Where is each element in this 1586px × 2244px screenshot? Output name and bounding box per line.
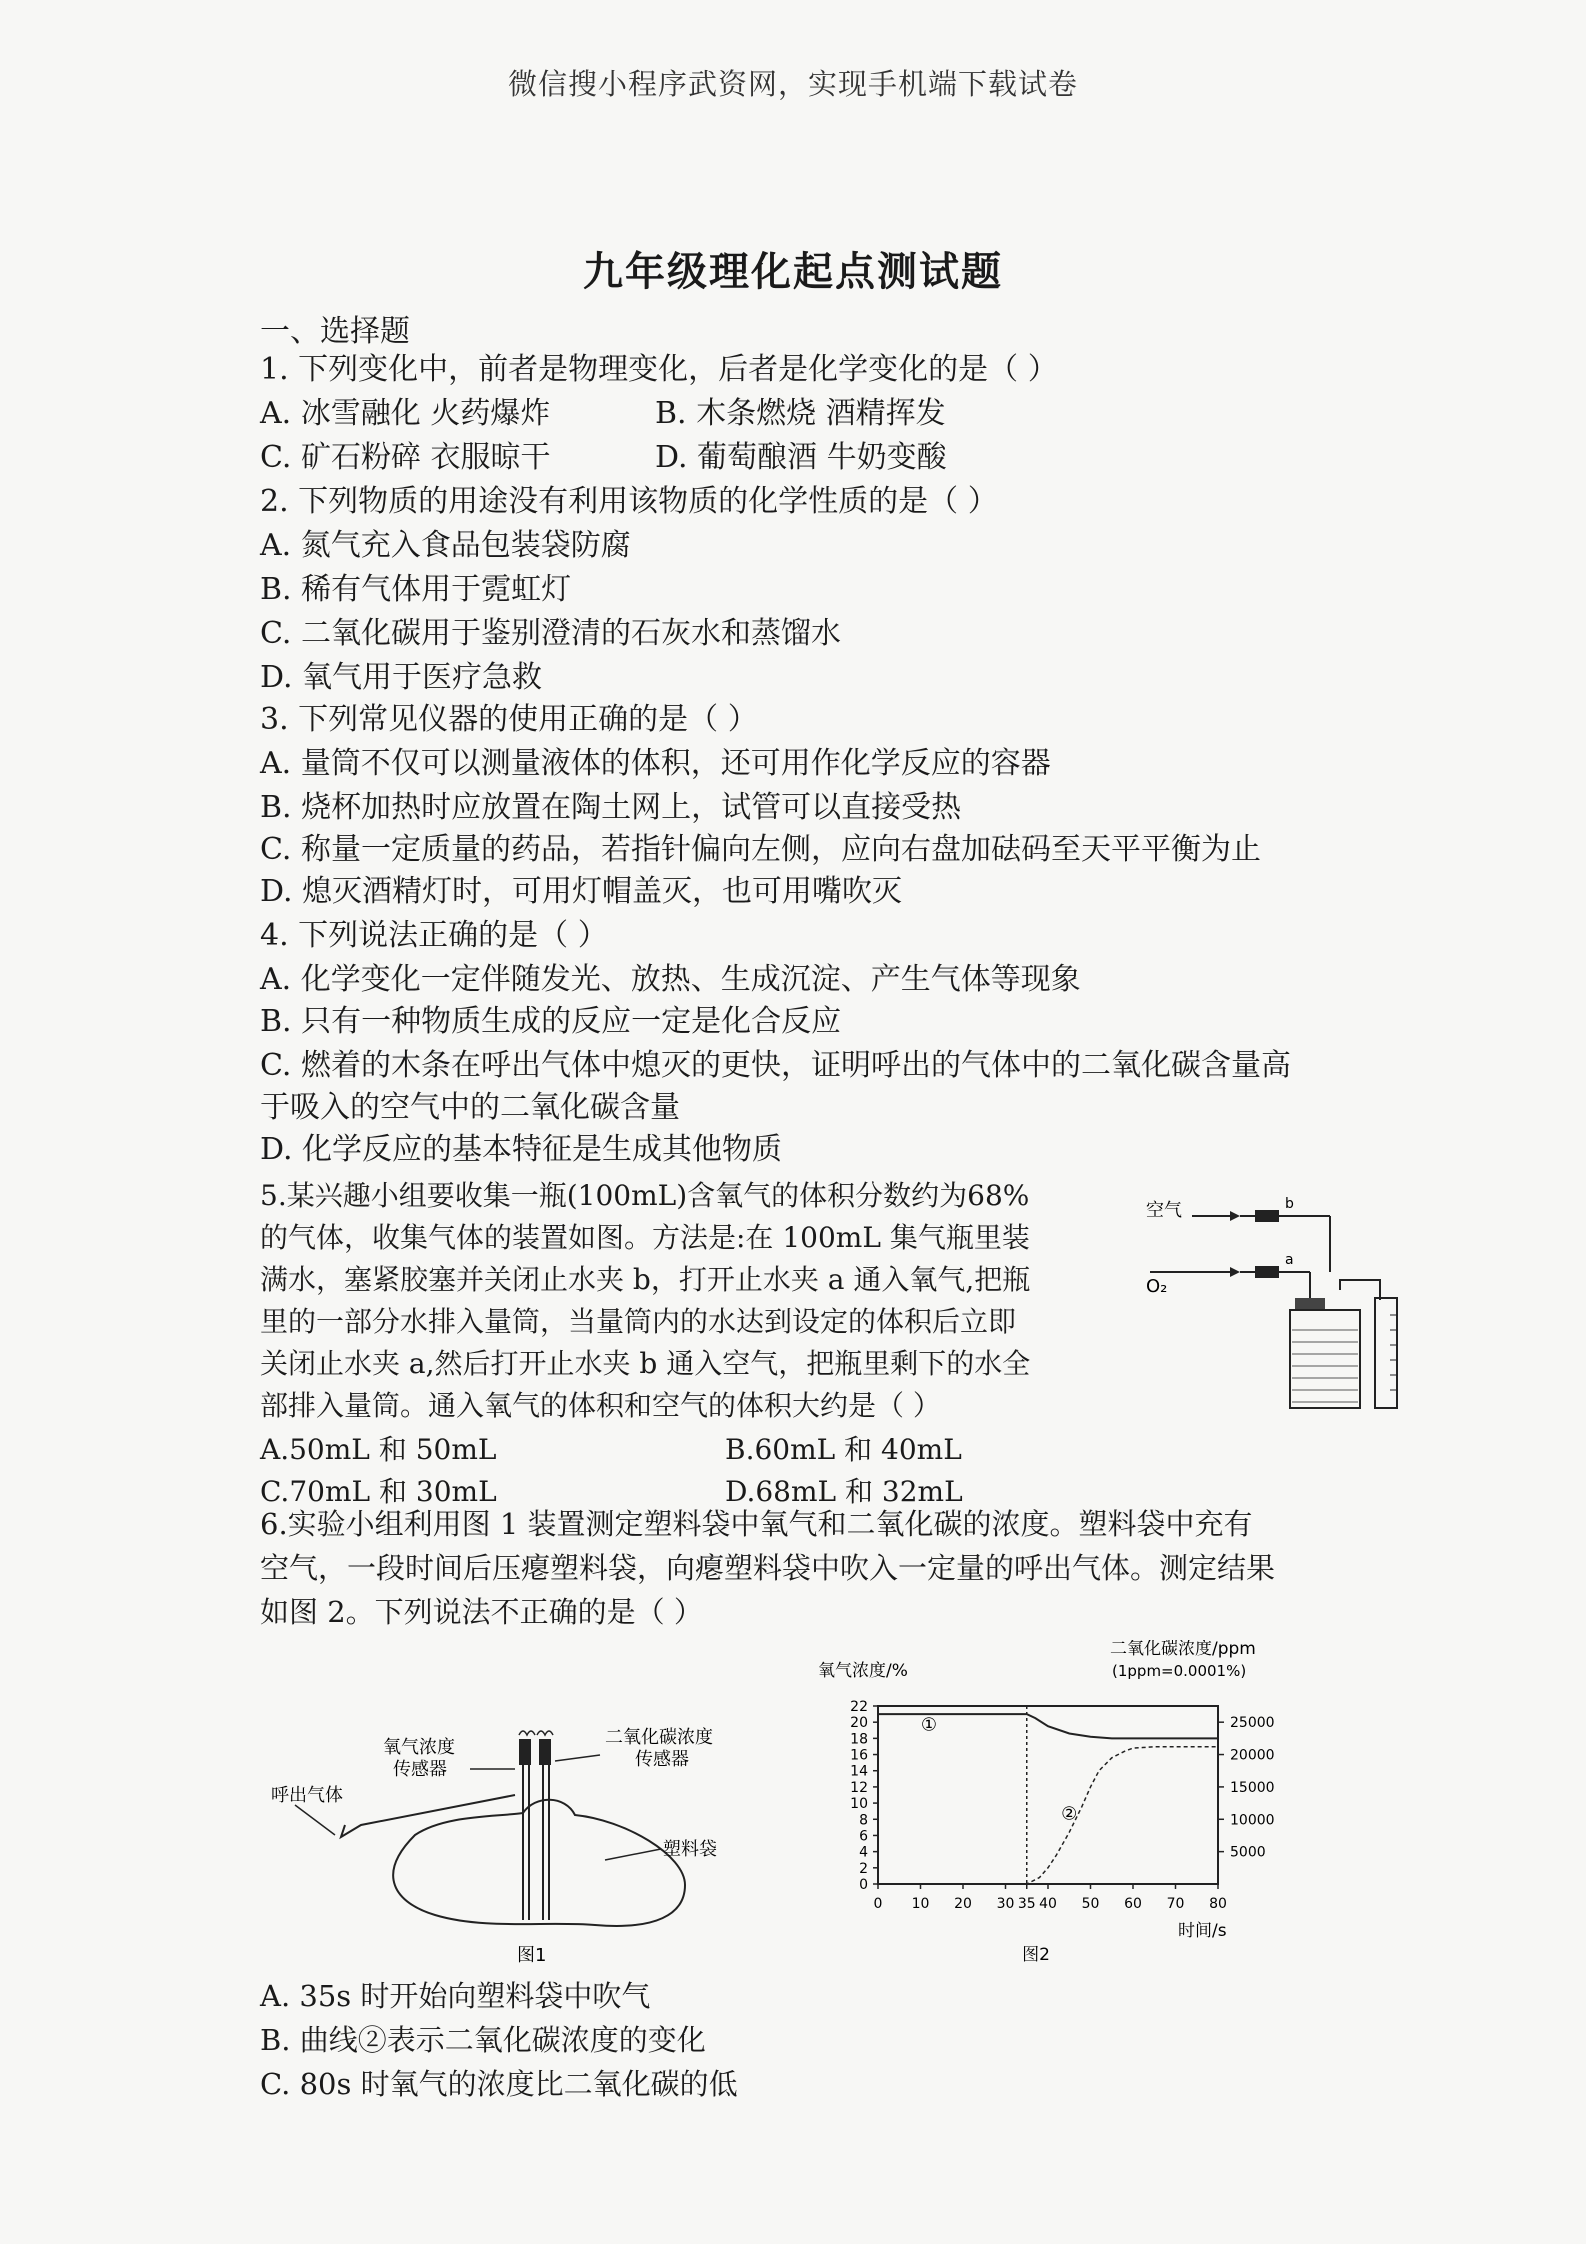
q2-stem: 2. 下列物质的用途没有利用该物质的化学性质的是（ ）: [260, 484, 998, 519]
x-axis-tick-label: 20: [954, 1896, 972, 1912]
left-axis-tick-label: 14: [850, 1763, 868, 1780]
right-axis-tick-label: 25000: [1230, 1715, 1275, 1732]
left-axis-tick-label: 6: [859, 1828, 868, 1845]
left-axis-tick-label: 0: [859, 1877, 868, 1893]
chart-x-axis-label: 时间/s: [1178, 1921, 1227, 1941]
figure-1-caption: 图1: [517, 1945, 547, 1965]
clamp-a-icon: [1255, 1266, 1279, 1278]
sensor-probes-icon: [519, 1731, 553, 1920]
q5-stem-line: 关闭止水夹 a,然后打开止水夹 b 通入空气，把瓶里剩下的水全: [260, 1347, 1031, 1380]
right-axis-tick-label: 20000: [1230, 1747, 1275, 1764]
q5-stem-line: 部排入量筒。通入氧气的体积和空气的体积大约是（ ）: [260, 1389, 941, 1422]
x-axis-tick-label: 30: [996, 1896, 1015, 1912]
q5-stem-line: 的气体，收集气体的装置如图。方法是:在 100mL 集气瓶里装: [260, 1221, 1030, 1254]
q6-option-a: A. 35s 时开始向塑料袋中吹气: [260, 1979, 651, 2013]
x-axis-tick-label: 35: [1017, 1896, 1036, 1912]
q4-option-c-line1: C. 燃着的木条在呼出气体中熄灭的更快，证明呼出的气体中的二氧化碳含量高: [260, 1048, 1291, 1083]
q5-stem-line: 5.某兴趣小组要收集一瓶(100mL)含氧气的体积分数约为68%: [260, 1179, 1030, 1212]
q4-option-c-line2: 于吸入的空气中的二氧化碳含量: [260, 1090, 680, 1125]
o2-sensor-label: 氧气浓度: [383, 1737, 455, 1758]
q5-option-a: A.50mL 和 50mL: [260, 1433, 497, 1466]
q4-option-a: A. 化学变化一定伴随发光、放热、生成沉淀、产生气体等现象: [260, 962, 1081, 997]
o2-label: O₂: [1146, 1276, 1168, 1297]
q3-option-b: B. 烧杯加热时应放置在陶土网上，试管可以直接受热: [260, 790, 962, 825]
q1-option-c: C. 矿石粉碎 衣服晾干: [260, 440, 551, 475]
q5-option-d: D.68mL 和 32mL: [725, 1475, 963, 1508]
q6-stem-line: 空气，一段时间后压瘪塑料袋，向瘪塑料袋中吹入一定量的呼出气体。测定结果: [260, 1551, 1276, 1585]
breath-label: 呼出气体: [271, 1785, 343, 1806]
figure-2-caption: 图2: [1022, 1945, 1050, 1965]
plastic-bag-icon: [393, 1800, 685, 1926]
q1-option-d: D. 葡萄酿酒 牛奶变酸: [655, 440, 947, 475]
q3-option-d: D. 熄灭酒精灯时，可用灯帽盖灭，也可用嘴吹灭: [260, 874, 903, 909]
q1-stem: 1. 下列变化中，前者是物理变化，后者是化学变化的是（ ）: [260, 352, 1058, 387]
q5-option-c: C.70mL 和 30mL: [260, 1475, 497, 1508]
clamp-a-label: a: [1285, 1252, 1294, 1268]
right-axis-tick-label: 5000: [1230, 1844, 1266, 1861]
q6-option-b: B. 曲线②表示二氧化碳浓度的变化: [260, 2023, 706, 2057]
figure-2-concentration-chart: [810, 1640, 1350, 1970]
page-title: 九年级理化起点测试题: [583, 248, 1003, 295]
gas-bottle-icon: [1290, 1310, 1360, 1408]
q6-option-c: C. 80s 时氧气的浓度比二氧化碳的低: [260, 2067, 738, 2101]
q4-option-d: D. 化学反应的基本特征是生成其他物质: [260, 1132, 783, 1167]
chart-right-axis-label: 二氧化碳浓度/ppm: [1110, 1640, 1256, 1659]
series-line-2: [878, 1747, 1218, 1884]
co2-sensor-label: 二氧化碳浓度: [605, 1727, 713, 1748]
clamp-b-label: b: [1285, 1196, 1294, 1212]
q6-stem-line: 6.实验小组利用图 1 装置测定塑料袋中氧气和二氧化碳的浓度。塑料袋中充有: [260, 1507, 1253, 1541]
q3-option-c: C. 称量一定质量的药品，若指针偏向左侧，应向右盘加砝码至天平平衡为止: [260, 832, 1261, 867]
gas-collection-apparatus-figure: [1140, 1180, 1440, 1410]
figure-1-sensor-apparatus: [265, 1725, 755, 1965]
watermark: 微信搜小程序武资网，实现手机端下载试卷: [507, 67, 1078, 101]
left-axis-tick-label: 20: [850, 1715, 868, 1732]
section-heading: 一、选择题: [260, 314, 410, 349]
q2-option-a: A. 氮气充入食品包装袋防腐: [260, 528, 631, 563]
q2-option-b: B. 稀有气体用于霓虹灯: [260, 572, 572, 607]
q5-option-b: B.60mL 和 40mL: [725, 1433, 962, 1466]
chart-right-axis-unit-note: (1ppm=0.0001%): [1112, 1662, 1247, 1680]
left-axis-tick-label: 4: [859, 1844, 868, 1861]
plastic-bag-label: 塑料袋: [663, 1839, 717, 1860]
q1-option-a: A. 冰雪融化 火药爆炸: [260, 396, 551, 431]
q1-option-b: B. 木条燃烧 酒精挥发: [655, 396, 946, 431]
right-axis-tick-label: 15000: [1230, 1779, 1275, 1796]
x-axis-tick-label: 50: [1081, 1896, 1100, 1912]
left-axis-tick-label: 8: [859, 1812, 868, 1829]
clamp-b-icon: [1255, 1210, 1279, 1222]
left-axis-tick-label: 2: [859, 1860, 868, 1877]
co2-sensor-label: 传感器: [635, 1749, 689, 1770]
series-label-2: ②: [1061, 1803, 1078, 1825]
x-axis-tick-label: 0: [873, 1896, 883, 1912]
q4-stem: 4. 下列说法正确的是（ ）: [260, 918, 608, 953]
x-axis-tick-label: 80: [1209, 1896, 1227, 1912]
left-axis-tick-label: 18: [850, 1731, 868, 1748]
x-axis-tick-label: 60: [1124, 1896, 1142, 1912]
o2-sensor-label: 传感器: [393, 1759, 447, 1780]
q4-option-b: B. 只有一种物质生成的反应一定是化合反应: [260, 1004, 842, 1039]
left-axis-tick-label: 10: [850, 1796, 868, 1813]
chart-left-axis-label: 氧气浓度/%: [818, 1661, 908, 1681]
series-label-1: ①: [920, 1714, 938, 1736]
right-axis-tick-label: 10000: [1230, 1812, 1275, 1829]
stopper-icon: [1295, 1298, 1325, 1310]
q5-stem-line: 满水，塞紧胶塞并关闭止水夹 b，打开止水夹 a 通入氧气,把瓶: [260, 1263, 1031, 1296]
q5-stem-line: 里的一部分水排入量筒，当量筒内的水达到设定的体积后立即: [260, 1305, 1017, 1338]
q3-stem: 3. 下列常见仪器的使用正确的是（ ）: [260, 702, 758, 737]
left-axis-tick-label: 22: [850, 1699, 868, 1715]
left-axis-tick-label: 12: [850, 1779, 868, 1796]
q2-option-c: C. 二氧化碳用于鉴别澄清的石灰水和蒸馏水: [260, 616, 841, 651]
x-axis-tick-label: 40: [1039, 1896, 1057, 1912]
q3-option-a: A. 量筒不仅可以测量液体的体积，还可用作化学反应的容器: [260, 746, 1051, 781]
x-axis-tick-label: 70: [1166, 1896, 1185, 1912]
q6-stem-line: 如图 2。下列说法不正确的是（ ）: [260, 1595, 703, 1629]
q2-option-d: D. 氧气用于医疗急救: [260, 660, 543, 695]
left-axis-tick-label: 16: [850, 1747, 868, 1764]
x-axis-tick-label: 10: [911, 1896, 930, 1912]
air-label: 空气: [1146, 1200, 1182, 1221]
